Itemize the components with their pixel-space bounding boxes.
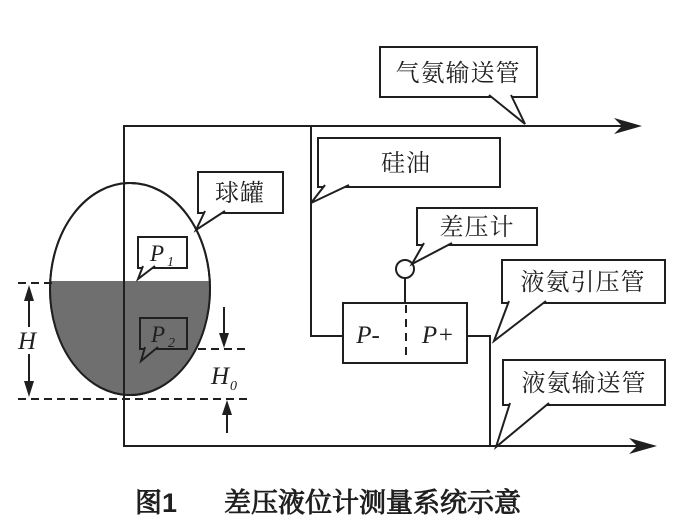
- h-arrow-up-icon: [24, 285, 34, 301]
- h0-dimension-label: H: [211, 363, 230, 390]
- p1-subscript: 1: [167, 255, 174, 270]
- liquid-pipe-callout-tail-icon: [496, 403, 549, 447]
- dp-gauge-callout-tail-icon: [412, 243, 452, 264]
- h-arrow-down-icon: [24, 381, 34, 397]
- p2-label: P: [151, 322, 166, 347]
- dp-cell-negative-label: P-: [356, 322, 380, 349]
- p2-subscript: 2: [168, 336, 175, 351]
- figure-caption-title: 差压液位计测量系统示意: [224, 488, 521, 518]
- gauge-valve-icon: [396, 260, 414, 278]
- h0-arrow-up-icon: [222, 400, 232, 415]
- gas-pipe-callout-label: 气氨输送管: [395, 61, 521, 87]
- impulse-pipe-callout-label: 液氨引压管: [520, 270, 646, 296]
- figure-caption-number: 图1: [135, 488, 178, 518]
- h-dimension-label: H: [18, 328, 37, 355]
- h0-dimension-subscript: 0: [230, 379, 237, 394]
- liquid-pipe-callout-label: 液氨输送管: [521, 371, 647, 397]
- dp-cell-positive-label: P+: [421, 322, 455, 349]
- impulse-pipe-callout-tail-icon: [494, 301, 546, 341]
- gas-pipe-callout-tail-icon: [489, 95, 525, 124]
- silicone-oil-callout-tail-icon: [311, 185, 349, 203]
- silicone-oil-callout-label: 硅油: [381, 151, 431, 177]
- sphere-tank-callout-label: 球罐: [215, 181, 265, 207]
- p1-label: P: [150, 241, 165, 266]
- h0-arrow-down-icon: [219, 333, 229, 348]
- dp-gauge-callout-label: 差压计: [439, 215, 515, 241]
